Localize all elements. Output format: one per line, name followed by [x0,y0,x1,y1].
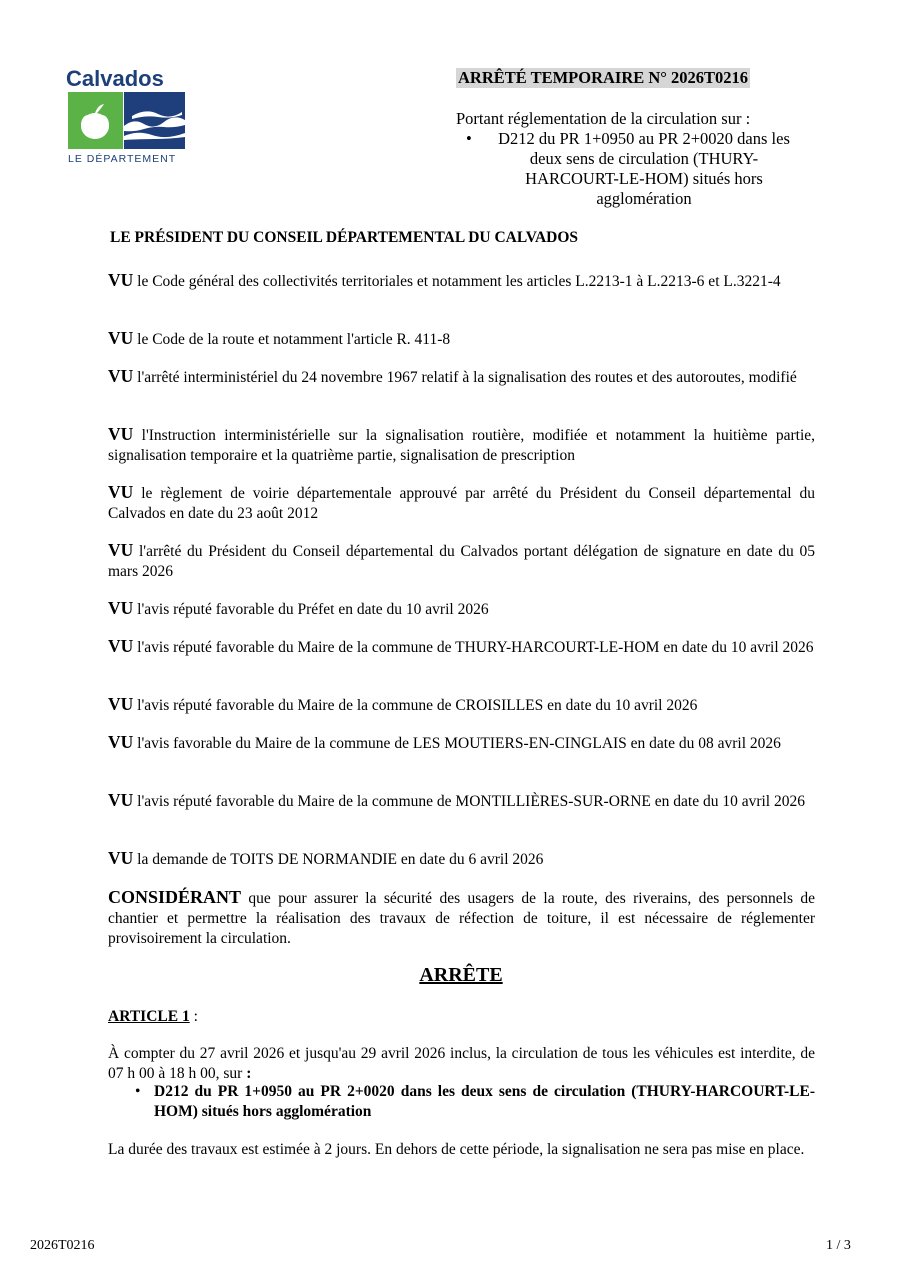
header-bullet-text: D212 du PR 1+0950 au PR 2+0020 dans les deux sens de circulation (THURY-HARCOURT-LE-HOM) situés hors agglomération [498,129,790,208]
vu-clause [108,598,815,620]
vu-clause [108,482,815,524]
apple-icon [68,92,123,149]
logo-wordmark: Calvados [66,66,164,91]
vu-text: l'arrêté interministériel du 24 novembre 1967 relatif à la signalisation des routes et des autoroutes, modifié [137,369,797,386]
vu-keyword: VU [108,540,134,560]
wave-icon [124,92,185,149]
vu-text: l'Instruction interministérielle sur la signalisation routière, modifiée et notamment la huitième partie, signalisation temporaire et la quatrième partie, signalisation de prescription [108,427,816,464]
vu-clause [108,540,815,582]
vu-text: la demande de TOITS DE NORMANDIE en date du 6 avril 2026 [137,851,544,868]
vu-text: le Code de la route et notamment l'article R. 411-8 [137,331,451,348]
vu-keyword: VU [108,848,134,868]
vu-text: l'avis favorable du Maire de la commune de LES MOUTIERS-EN-CINGLAIS en date du 08 avril 2026 [137,735,781,752]
article-1-heading [108,1008,198,1026]
bullet-icon: • [135,1083,141,1100]
vu-text: l'avis réputé favorable du Maire de la commune de MONTILLIÈRES-SUR-ORNE en date du 10 avril 2026 [137,793,805,810]
vu-clause [108,366,815,388]
footer-reference: 2026T0216 [30,1238,95,1253]
vu-clause [108,732,815,754]
vu-clause [108,328,815,350]
vu-keyword: VU [108,598,134,618]
logo-blue-square [124,92,185,149]
vu-keyword: VU [108,366,134,386]
article-1-text: À compter du 27 avril 2026 et jusqu'au 29 avril 2026 inclus, la circulation de tous les véhicules est interdite, de 07 h 00 à 18 h 00, sur [108,1045,815,1082]
president-heading: LE PRÉSIDENT DU CONSEIL DÉPARTEMENTAL DU CALVADOS [110,229,579,246]
vu-clause [108,790,815,812]
vu-keyword: VU [108,424,134,444]
header-bullet [466,129,806,209]
article-1-bullet [135,1082,815,1122]
vu-keyword: VU [108,328,134,348]
vu-text: l'avis réputé favorable du Maire de la commune de THURY-HARCOURT-LE-HOM en date du 10 avril 2026 [137,639,814,656]
article-1-suffix: : [189,1008,198,1025]
arrete-heading: ARRÊTE [419,964,503,986]
vu-keyword: VU [108,732,134,752]
footer-page-number: 1 / 3 [826,1238,851,1253]
vu-text: le règlement de voirie départementale approuvé par arrêté du Président du Conseil départemental du Calvados en date du 23 août 2012 [108,485,816,522]
vu-keyword: VU [108,482,134,502]
article-1-bullet-text: D212 du PR 1+0950 au PR 2+0020 dans les deux sens de circulation (THURY-HARCOURT-LE-HOM) situés hors agglomération [154,1083,815,1120]
article-1-colon: : [246,1065,252,1082]
bullet-icon: • [466,129,472,148]
logo-green-square [68,92,123,149]
considerant-keyword: CONSIDÉRANT [108,887,242,907]
considerant-clause [108,887,815,949]
vu-text: le Code général des collectivités territoriales et notamment les articles L.2213-1 à L.2213-6 et L.3221-4 [137,273,781,290]
vu-clause [108,270,815,292]
header-intro: Portant réglementation de la circulation sur : [456,109,751,128]
considerant-text: que pour assurer la sécurité des usagers de la route, des riverains, des personnels de chantier et permettre la réalisation des travaux de réfection de toiture, il est nécessaire de réglementer provisoirement la circulation. [108,890,815,947]
vu-clause [108,424,815,466]
vu-text: l'arrêté du Président du Conseil départemental du Calvados portant délégation de signature en date du 05 mars 2026 [108,543,815,580]
vu-clause [108,636,815,658]
vu-text: l'avis réputé favorable du Maire de la commune de CROISILLES en date du 10 avril 2026 [137,697,698,714]
calvados-logo [66,68,188,168]
vu-keyword: VU [108,694,134,714]
vu-clause [108,694,815,716]
article-1-label: ARTICLE 1 [108,1008,190,1025]
article-1-duration: La durée des travaux est estimée à 2 jours. En dehors de cette période, la signalisation ne sera pas mise en place. [108,1141,805,1158]
vu-keyword: VU [108,790,134,810]
vu-keyword: VU [108,636,134,656]
vu-clause [108,848,815,870]
document-title: ARRÊTÉ TEMPORAIRE N° 2026T0216 [458,68,749,87]
logo-subtitle: LE DÉPARTEMENT [68,153,177,165]
vu-keyword: VU [108,270,134,290]
vu-text: l'avis réputé favorable du Préfet en date du 10 avril 2026 [137,601,489,618]
article-1-paragraph [108,1044,815,1084]
